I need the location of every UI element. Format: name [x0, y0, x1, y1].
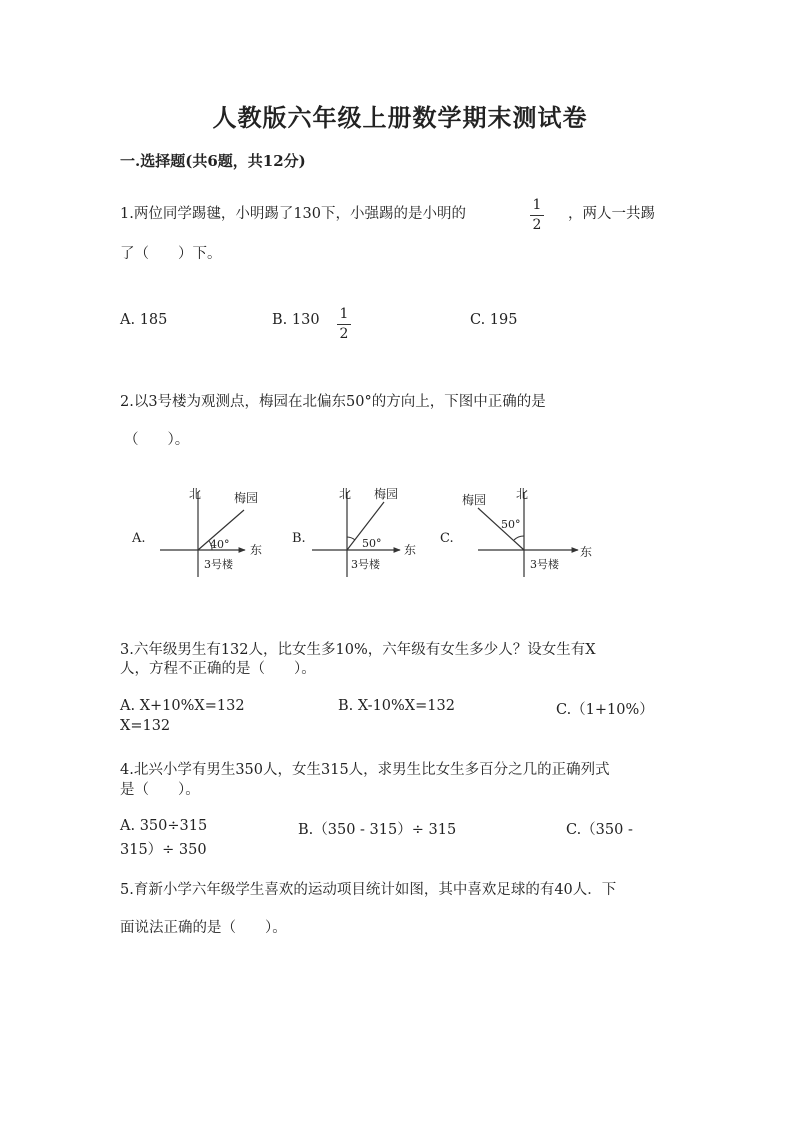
q5-text-line1: 5.育新小学六年级学生喜欢的运动项目统计如图，其中喜欢足球的有40人．下 [120, 882, 617, 898]
fraction-bar [530, 215, 544, 216]
q1-option-c[interactable]: C. 195 [470, 312, 518, 328]
q1-option-b-fraction [337, 306, 351, 343]
q1-text-line1a: 1.两位同学踢毽，小明踢了130下，小强踢的是小明的 [120, 206, 467, 222]
q3-option-c-continued: X=132 [120, 718, 171, 734]
diagram-a-label: A. [132, 531, 146, 546]
east-label: 东 [250, 543, 263, 557]
q2-text-line2: （ ）。 [124, 432, 190, 448]
q4-text-line2: 是（ ）。 [120, 782, 200, 798]
q1-option-b-numerator: 1 [339, 306, 349, 322]
meiyuan-label: 梅园 [462, 493, 487, 507]
diagram-c[interactable] [440, 487, 592, 577]
diagram-c-label: C. [440, 531, 454, 546]
north-label: 北 [516, 487, 529, 501]
angle-label: 40° [210, 538, 230, 551]
q4-text-line1: 4.北兴小学有男生350人，女生315人，求男生比女生多百分之几的正确列式 [120, 762, 610, 778]
east-label: 东 [580, 545, 593, 559]
q3-option-a[interactable]: A. X+10%X=132 [120, 698, 245, 714]
q5-text-line2: 面说法正确的是（ ）。 [120, 920, 287, 936]
q3-text-line2: 人，方程不正确的是（ ）。 [120, 661, 316, 677]
q4-option-c-continued: 315）÷ 350 [120, 842, 207, 858]
angle-arc [514, 536, 524, 540]
building-label: 3号楼 [530, 558, 559, 571]
q1-option-b[interactable]: B. 130 [272, 312, 320, 328]
section-heading: 一.选择题(共6题，共12分) [120, 152, 306, 170]
q1-fraction-denominator: 2 [532, 217, 542, 233]
q1-option-a[interactable]: A. 185 [120, 312, 168, 328]
meiyuan-label: 梅园 [374, 487, 399, 501]
q1-text-line1b: ，两人一共踢 [568, 206, 655, 222]
diagram-b[interactable] [292, 486, 416, 577]
q4-option-b[interactable]: B.（350 - 315）÷ 315 [298, 822, 457, 838]
q1-fraction-numerator: 1 [532, 197, 542, 213]
q1-fraction [530, 197, 544, 234]
q3-option-b[interactable]: B. X-10%X=132 [338, 698, 455, 714]
q1-text-line2: 了（ ）下。 [120, 246, 222, 262]
angle-label: 50° [501, 518, 521, 531]
q1-option-b-denominator: 2 [339, 326, 349, 342]
north-label: 北 [189, 487, 202, 501]
north-label: 北 [339, 487, 352, 501]
building-label: 3号楼 [204, 558, 233, 571]
q4-option-a[interactable]: A. 350÷315 [120, 818, 208, 834]
diagram-b-label: B. [292, 531, 306, 546]
diagram-a[interactable] [131, 487, 262, 577]
meiyuan-label: 梅园 [234, 491, 259, 505]
page-title: 人教版六年级上册数学期末测试卷 [212, 103, 588, 132]
east-label: 东 [404, 543, 417, 557]
fraction-bar [337, 324, 351, 325]
q3-option-c[interactable]: C.（1+10%） [556, 702, 654, 718]
q4-option-c[interactable]: C.（350 - [566, 822, 633, 838]
angle-label: 50° [362, 537, 382, 550]
angle-arc [347, 537, 355, 540]
q3-text-line1: 3.六年级男生有132人，比女生多10%，六年级有女生多少人？设女生有X [120, 642, 596, 658]
q2-direction-diagrams [120, 480, 600, 580]
q2-text-line1: 2.以3号楼为观测点，梅园在北偏东50°的方向上，下图中正确的是 [120, 394, 546, 410]
building-label: 3号楼 [351, 558, 380, 571]
